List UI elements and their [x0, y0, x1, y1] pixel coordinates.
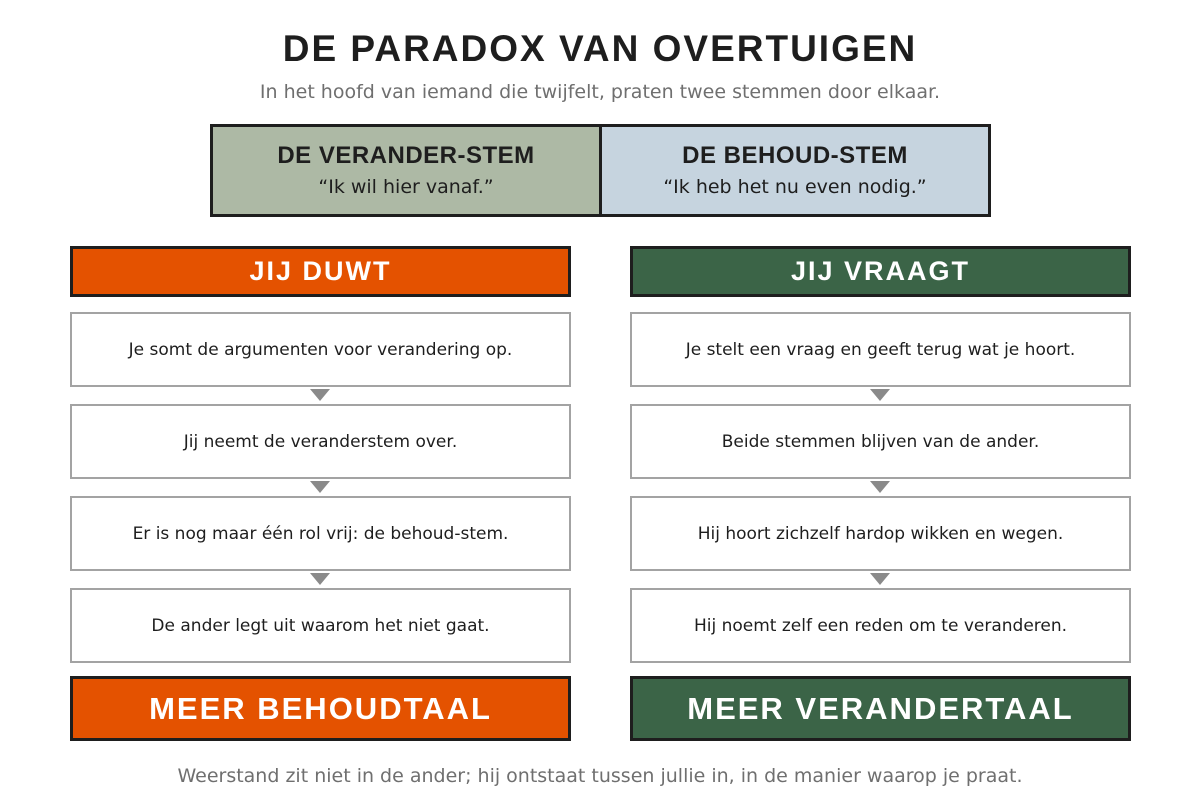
page-title: DE PARADOX VAN OVERTUIGEN [282, 28, 918, 69]
push-step-1: Je somt de argumenten voor verandering op. [70, 312, 571, 387]
ask-step-4: Hij noemt zelf een reden om te veranderen. [630, 588, 1131, 663]
arrow-down-icon [310, 573, 330, 585]
arrow-down-icon [870, 389, 890, 401]
keep-voice-box [599, 124, 991, 217]
push-result: MEER BEHOUDTAAL [70, 676, 571, 741]
ask-result: MEER VERANDERTAAL [630, 676, 1131, 741]
ask-step-2: Beide stemmen blijven van de ander. [630, 404, 1131, 479]
push-step-4: De ander legt uit waarom het niet gaat. [70, 588, 571, 663]
keep-voice-name: DE BEHOUD-STEM [682, 142, 908, 169]
keep-voice-quote: “Ik heb het nu even nodig.” [663, 176, 927, 198]
push-heading: JIJ DUWT [70, 246, 571, 297]
ask-step-3: Hij hoort zichzelf hardop wikken en wegen. [630, 496, 1131, 571]
push-step-2: Jij neemt de veranderstem over. [70, 404, 571, 479]
page-subtitle: In het hoofd van iemand die twijfelt, praten twee stemmen door elkaar. [259, 81, 941, 103]
arrow-down-icon [310, 389, 330, 401]
footer-note: Weerstand zit niet in de ander; hij ontstaat tussen jullie in, in de manier waarop je praat. [177, 765, 1023, 787]
arrow-down-icon [870, 481, 890, 493]
ask-step-1: Je stelt een vraag en geeft terug wat je hoort. [630, 312, 1131, 387]
change-voice-name: DE VERANDER-STEM [277, 142, 535, 169]
arrow-down-icon [310, 481, 330, 493]
change-voice-quote: “Ik wil hier vanaf.” [318, 176, 494, 198]
push-step-3: Er is nog maar één rol vrij: de behoud-stem. [70, 496, 571, 571]
ask-heading: JIJ VRAAGT [630, 246, 1131, 297]
change-voice-box [210, 124, 602, 217]
arrow-down-icon [870, 573, 890, 585]
